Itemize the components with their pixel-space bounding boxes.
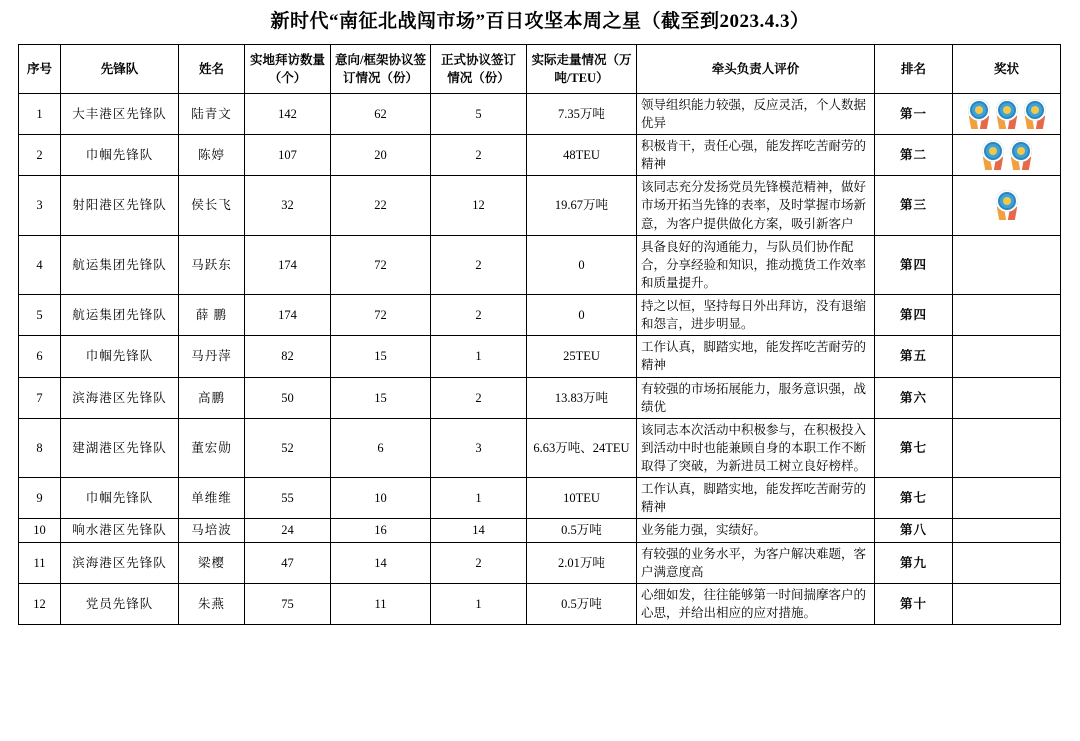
table-row (19, 235, 1061, 294)
cell-rank: 第四 (875, 235, 953, 294)
cell-name: 马丹萍 (179, 336, 245, 377)
cell-formal-agreements: 2 (431, 295, 527, 336)
cell-name: 梁樱 (179, 542, 245, 583)
cell-name: 马培波 (179, 519, 245, 542)
cell-actual-volume: 19.67万吨 (527, 176, 637, 235)
cell-award (953, 519, 1061, 542)
cell-actual-volume: 6.63万吨、24TEU (527, 418, 637, 477)
cell-leader-evaluation: 积极肯干，责任心强，能发挥吃苦耐劳的精神 (637, 135, 875, 176)
cell-leader-evaluation: 有较强的业务水平，为客户解决难题，客户满意度高 (637, 542, 875, 583)
table-header-row (19, 44, 1061, 93)
cell-formal-agreements: 5 (431, 93, 527, 134)
cell-rank: 第二 (875, 135, 953, 176)
cell-intent-agreements: 15 (331, 377, 431, 418)
cell-visits: 107 (245, 135, 331, 176)
cell-formal-agreements: 2 (431, 542, 527, 583)
cell-leader-evaluation: 有较强的市场拓展能力，服务意识强，战绩优 (637, 377, 875, 418)
cell-name: 陆青文 (179, 93, 245, 134)
cell-visits: 82 (245, 336, 331, 377)
cell-team: 射阳港区先锋队 (61, 176, 179, 235)
cell-award (953, 583, 1061, 624)
cell-award (953, 478, 1061, 519)
table-row (19, 176, 1061, 235)
cell-intent-agreements: 20 (331, 135, 431, 176)
table-row (19, 519, 1061, 542)
cell-actual-volume: 0.5万吨 (527, 519, 637, 542)
header-leader-evaluation: 牵头负责人评价 (637, 44, 875, 93)
cell-intent-agreements: 22 (331, 176, 431, 235)
cell-leader-evaluation: 心细如发，往往能够第一时间揣摩客户的心思，并给出相应的应对措施。 (637, 583, 875, 624)
cell-rank: 第七 (875, 418, 953, 477)
cell-rank: 第六 (875, 377, 953, 418)
cell-team: 响水港区先锋队 (61, 519, 179, 542)
header-visits: 实地拜访数量（个） (245, 44, 331, 93)
cell-team: 巾帼先锋队 (61, 135, 179, 176)
cell-actual-volume: 0 (527, 295, 637, 336)
cell-intent-agreements: 10 (331, 478, 431, 519)
cell-name: 侯长飞 (179, 176, 245, 235)
table-row (19, 418, 1061, 477)
cell-index: 6 (19, 336, 61, 377)
cell-team: 航运集团先锋队 (61, 235, 179, 294)
cell-leader-evaluation: 工作认真，脚踏实地，能发挥吃苦耐劳的精神 (637, 336, 875, 377)
header-name: 姓名 (179, 44, 245, 93)
cell-leader-evaluation: 业务能力强，实绩好。 (637, 519, 875, 542)
cell-name: 单维维 (179, 478, 245, 519)
header-formal-agreements: 正式协议签订情况（份） (431, 44, 527, 93)
cell-index: 2 (19, 135, 61, 176)
medal-icon (967, 99, 991, 129)
header-index: 序号 (19, 44, 61, 93)
header-actual-volume: 实际走量情况（万吨/TEU） (527, 44, 637, 93)
header-award: 奖状 (953, 44, 1061, 93)
cell-award (953, 176, 1061, 235)
cell-visits: 174 (245, 295, 331, 336)
cell-index: 4 (19, 235, 61, 294)
cell-visits: 174 (245, 235, 331, 294)
cell-leader-evaluation: 具备良好的沟通能力，与队员们协作配合，分享经验和知识，推动揽货工作效率和质量提升。 (637, 235, 875, 294)
cell-formal-agreements: 2 (431, 235, 527, 294)
cell-intent-agreements: 11 (331, 583, 431, 624)
cell-index: 8 (19, 418, 61, 477)
cell-name: 陈婷 (179, 135, 245, 176)
cell-actual-volume: 13.83万吨 (527, 377, 637, 418)
cell-leader-evaluation: 持之以恒，坚持每日外出拜访，没有退缩和怨言，进步明显。 (637, 295, 875, 336)
medal-icon (995, 99, 1019, 129)
cell-team: 滨海港区先锋队 (61, 377, 179, 418)
cell-formal-agreements: 2 (431, 135, 527, 176)
cell-intent-agreements: 15 (331, 336, 431, 377)
medal-icon (995, 190, 1019, 220)
table-row (19, 295, 1061, 336)
cell-visits: 75 (245, 583, 331, 624)
medal-icon (1009, 140, 1033, 170)
cell-visits: 32 (245, 176, 331, 235)
cell-award (953, 235, 1061, 294)
cell-rank: 第四 (875, 295, 953, 336)
cell-name: 高鹏 (179, 377, 245, 418)
cell-index: 1 (19, 93, 61, 134)
cell-rank: 第七 (875, 478, 953, 519)
cell-team: 航运集团先锋队 (61, 295, 179, 336)
cell-rank: 第五 (875, 336, 953, 377)
cell-actual-volume: 0.5万吨 (527, 583, 637, 624)
table-row (19, 377, 1061, 418)
cell-formal-agreements: 1 (431, 583, 527, 624)
cell-formal-agreements: 12 (431, 176, 527, 235)
medal-icon (981, 140, 1005, 170)
cell-rank: 第三 (875, 176, 953, 235)
cell-intent-agreements: 16 (331, 519, 431, 542)
cell-actual-volume: 25TEU (527, 336, 637, 377)
cell-index: 5 (19, 295, 61, 336)
cell-award (953, 93, 1061, 134)
table-row (19, 93, 1061, 134)
cell-intent-agreements: 72 (331, 235, 431, 294)
medal-group (957, 140, 1056, 170)
cell-visits: 24 (245, 519, 331, 542)
cell-intent-agreements: 72 (331, 295, 431, 336)
cell-team: 巾帼先锋队 (61, 336, 179, 377)
table-row (19, 336, 1061, 377)
cell-visits: 55 (245, 478, 331, 519)
cell-award (953, 418, 1061, 477)
cell-index: 9 (19, 478, 61, 519)
cell-intent-agreements: 62 (331, 93, 431, 134)
table-row (19, 135, 1061, 176)
weekly-star-table (18, 44, 1061, 625)
cell-leader-evaluation: 领导组织能力较强，反应灵活，个人数据优异 (637, 93, 875, 134)
medal-icon (1023, 99, 1047, 129)
cell-formal-agreements: 3 (431, 418, 527, 477)
header-team: 先锋队 (61, 44, 179, 93)
medal-group (957, 190, 1056, 220)
medal-group (957, 99, 1056, 129)
cell-award (953, 377, 1061, 418)
cell-name: 马跃东 (179, 235, 245, 294)
cell-leader-evaluation: 该同志充分发扬党员先锋模范精神，做好市场开拓当先锋的表率，及时掌握市场新意，为客户提供做化方案，吸引新客户 (637, 176, 875, 235)
cell-intent-agreements: 14 (331, 542, 431, 583)
cell-actual-volume: 10TEU (527, 478, 637, 519)
cell-visits: 142 (245, 93, 331, 134)
cell-formal-agreements: 2 (431, 377, 527, 418)
cell-name: 薛 鹏 (179, 295, 245, 336)
cell-award (953, 542, 1061, 583)
cell-award (953, 295, 1061, 336)
cell-name: 董宏勋 (179, 418, 245, 477)
cell-award (953, 336, 1061, 377)
cell-team: 党员先锋队 (61, 583, 179, 624)
table-row (19, 478, 1061, 519)
cell-intent-agreements: 6 (331, 418, 431, 477)
cell-award (953, 135, 1061, 176)
table-row (19, 542, 1061, 583)
cell-visits: 47 (245, 542, 331, 583)
cell-formal-agreements: 1 (431, 336, 527, 377)
header-intent-agreements: 意向/框架协议签订情况（份） (331, 44, 431, 93)
cell-index: 7 (19, 377, 61, 418)
cell-index: 12 (19, 583, 61, 624)
table-body (19, 93, 1061, 624)
cell-team: 建湖港区先锋队 (61, 418, 179, 477)
cell-index: 3 (19, 176, 61, 235)
cell-index: 11 (19, 542, 61, 583)
cell-team: 巾帼先锋队 (61, 478, 179, 519)
cell-rank: 第十 (875, 583, 953, 624)
cell-rank: 第八 (875, 519, 953, 542)
cell-formal-agreements: 14 (431, 519, 527, 542)
cell-formal-agreements: 1 (431, 478, 527, 519)
cell-name: 朱燕 (179, 583, 245, 624)
cell-team: 滨海港区先锋队 (61, 542, 179, 583)
table-row (19, 583, 1061, 624)
cell-team: 大丰港区先锋队 (61, 93, 179, 134)
cell-rank: 第九 (875, 542, 953, 583)
header-rank: 排名 (875, 44, 953, 93)
cell-actual-volume: 2.01万吨 (527, 542, 637, 583)
cell-actual-volume: 0 (527, 235, 637, 294)
page-title: 新时代“南征北战闯市场”百日攻坚本周之星（截至到2023.4.3） (270, 11, 810, 32)
cell-actual-volume: 7.35万吨 (527, 93, 637, 134)
cell-visits: 52 (245, 418, 331, 477)
cell-visits: 50 (245, 377, 331, 418)
cell-actual-volume: 48TEU (527, 135, 637, 176)
cell-index: 10 (19, 519, 61, 542)
cell-leader-evaluation: 工作认真，脚踏实地，能发挥吃苦耐劳的精神 (637, 478, 875, 519)
cell-leader-evaluation: 该同志本次活动中积极参与，在积极投入到活动中时也能兼顾自身的本职工作不断取得了突破，为新进员工树立良好榜样。 (637, 418, 875, 477)
cell-rank: 第一 (875, 93, 953, 134)
